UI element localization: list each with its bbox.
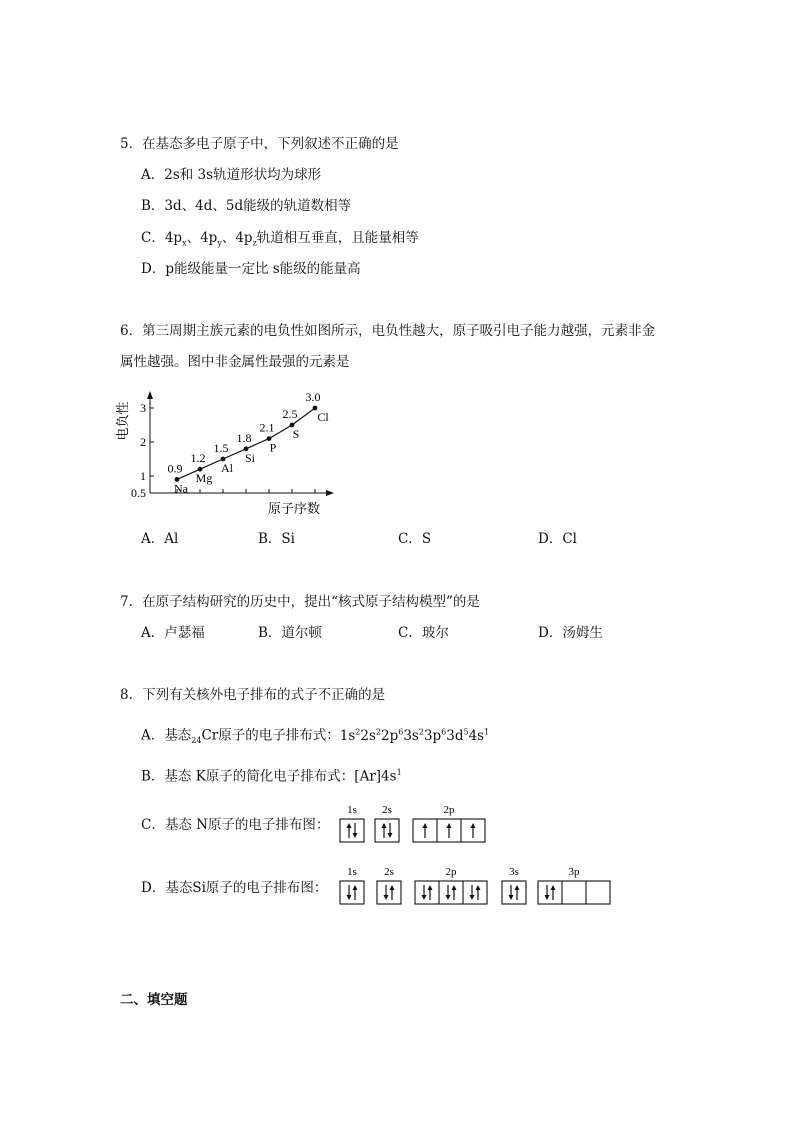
q7-option-b: B．道尔顿 [258,625,322,641]
q6-option-d: D．Cl [538,531,577,547]
spin-up-arrowhead-icon [476,885,481,890]
q5-option-a: A．2s和 3s轨道形状均为球形 [141,167,322,183]
cr-config-subshell: 3p [423,727,442,744]
cr-config-subshell: 1s [339,727,356,744]
orbital-label: 2s [384,866,394,878]
element-label: P [269,440,277,455]
spin-up-arrowhead-icon [471,823,476,828]
q8-option-a [141,723,489,750]
orbital-label: 2s [382,804,392,816]
orbital-group-1s [340,866,364,904]
q5-c-sub-y: y [217,238,222,248]
orbital-label: 3s [509,866,519,878]
section-title: 二、填空题 [120,992,188,1008]
spin-up-arrowhead-icon [452,885,457,890]
spin-up-arrowhead-icon [447,823,452,828]
spin-down-arrowhead-icon [347,895,352,900]
q5-option-d: D．p能级能量一定比 s能级的能量高 [141,261,361,277]
spin-down-arrowhead-icon [470,895,475,900]
cr-electron-configuration [340,728,489,744]
q7-option-d: D．汤姆生 [538,625,603,641]
y-tick-label: 1 [140,469,146,483]
cr-config-electrons: 2 [355,727,361,736]
orbital-group-2p [413,804,485,842]
spin-up-arrowhead-icon [551,885,556,890]
q8-option-c: C．基态 N原子的电子排布图： [141,817,330,833]
cr-config-electrons: 2 [418,727,424,736]
q7-option-c: C．玻尔 [398,625,449,641]
element-label: Na [174,481,188,496]
spin-down-arrowhead-icon [422,895,427,900]
spin-up-arrowhead-icon [353,885,358,890]
q8-a-atomic-number: 24 [191,736,202,746]
orbital-group-1s [340,804,364,842]
y-tick-label: 2 [140,435,146,449]
silicon-orbital-diagram [338,864,618,912]
orbital-label: 2p [443,804,455,816]
cr-config-subshell: 3d [446,727,464,744]
q8-a-element: Cr原子的电子排布式： [201,727,340,744]
orbital-label: 1s [347,866,357,878]
q8-b-text: B．基态 K原子的简化电子排布式：[Ar]4s [141,768,397,785]
cr-config-subshell: 4s [468,727,485,744]
data-label: 2.5 [282,407,298,421]
q5-c-prefix: C．4p [141,230,183,246]
element-label: Cl [317,410,329,424]
q8-option-d: D．基态Si原子的电子排布图： [141,880,328,896]
orbital-box-frame [340,881,364,904]
orbital-group-3p [538,866,610,904]
element-label: S [292,427,300,441]
q7-option-a: A．卢瑟福 [141,625,205,641]
orbital-label: 2p [445,866,457,878]
q5-c-sub-x: x [182,238,187,248]
cr-config-electrons: 1 [484,727,490,736]
y-axis-arrow-icon [147,391,153,399]
orbital-box-frame [377,881,401,904]
cr-config-subshell: 2s [360,727,376,744]
q8-b-sup: 1 [396,768,402,777]
q8-option-b [141,764,402,786]
orbital-box-frame [340,819,364,842]
spin-down-arrowhead-icon [545,895,550,900]
chart-marks [168,390,330,495]
q6-option-c: C．S [398,531,432,547]
orbital-box-frame [415,881,487,904]
spin-up-arrowhead-icon [423,823,428,828]
data-label: 0.9 [167,461,183,476]
q5-option-c [141,229,419,253]
spin-up-arrowhead-icon [390,885,395,890]
orbital-label: 3p [568,866,580,878]
electronegativity-chart [112,388,342,518]
spin-down-arrowhead-icon [353,833,358,838]
nitrogen-orbital-diagram [338,802,498,848]
q5-stem: 5．在基态多电子原子中，下列叙述不正确的是 [120,136,399,152]
q5-option-b: B．3d、4d、5d能级的轨道数相等 [141,198,352,214]
spin-up-arrowhead-icon [515,885,520,890]
q8-stem: 8．下列有关核外电子排布的式子不正确的是 [120,687,386,703]
spin-up-arrowhead-icon [347,823,352,828]
spin-down-arrowhead-icon [388,833,393,838]
cr-config-electrons: 5 [463,727,469,736]
spin-down-arrowhead-icon [509,895,514,900]
x-axis-arrow-icon [326,490,334,496]
data-label: 1.2 [190,451,206,466]
q6-option-b: B．Si [258,531,295,547]
cr-config-electrons: 2 [375,727,381,736]
element-label: Si [244,450,256,465]
data-label: 1.5 [213,441,229,455]
data-label: 2.1 [259,420,275,435]
spin-up-arrowhead-icon [428,885,433,890]
q5-c-sub-z: z [252,238,257,248]
q5-c-sep1: 、4p [186,230,218,246]
q6-stem-line2: 属性越强。图中非金属性最强的元素是 [120,354,350,370]
y-tick-label: 3 [140,401,146,415]
cr-config-electrons: 6 [398,727,404,736]
orbital-group-2p [415,866,487,904]
spin-up-arrowhead-icon [382,823,387,828]
cr-config-subshell: 3s [403,727,419,744]
orbital-box-frame [375,819,399,842]
orbital-group-2s [377,866,401,904]
q6-stem-line1: 6．第三周期主族元素的电负性如图所示，电负性越大，原子吸引电子能力越强，元素非金 [120,323,656,339]
q6-option-a: A．Al [141,531,179,547]
data-label: 1.8 [236,430,252,445]
cr-config-electrons: 6 [441,727,447,736]
orbital-group-3s [502,866,526,904]
element-label: Mg [195,471,213,486]
q8-a-prefix: A．基态 [141,727,192,744]
q5-c-post: 轨道相互垂直，且能量相等 [256,230,419,246]
orbital-group-2s [375,804,399,842]
orbital-label: 1s [347,804,357,816]
element-label: Al [221,461,233,475]
data-label: 3.0 [305,390,321,404]
y-tick-label: 0.5 [131,486,146,500]
cr-config-subshell: 2p [380,727,399,744]
x-axis-label: 原子序数 [267,501,321,516]
y-axis-label: 电负性 [115,401,130,441]
q7-stem: 7．在原子结构研究的历史中，提出“核式原子结构模型”的是 [120,594,480,610]
spin-down-arrowhead-icon [446,895,451,900]
orbital-box-frame [502,881,526,904]
q5-c-sep2: 、4p [221,230,253,246]
spin-down-arrowhead-icon [384,895,389,900]
orbital-box-frame [538,881,610,904]
